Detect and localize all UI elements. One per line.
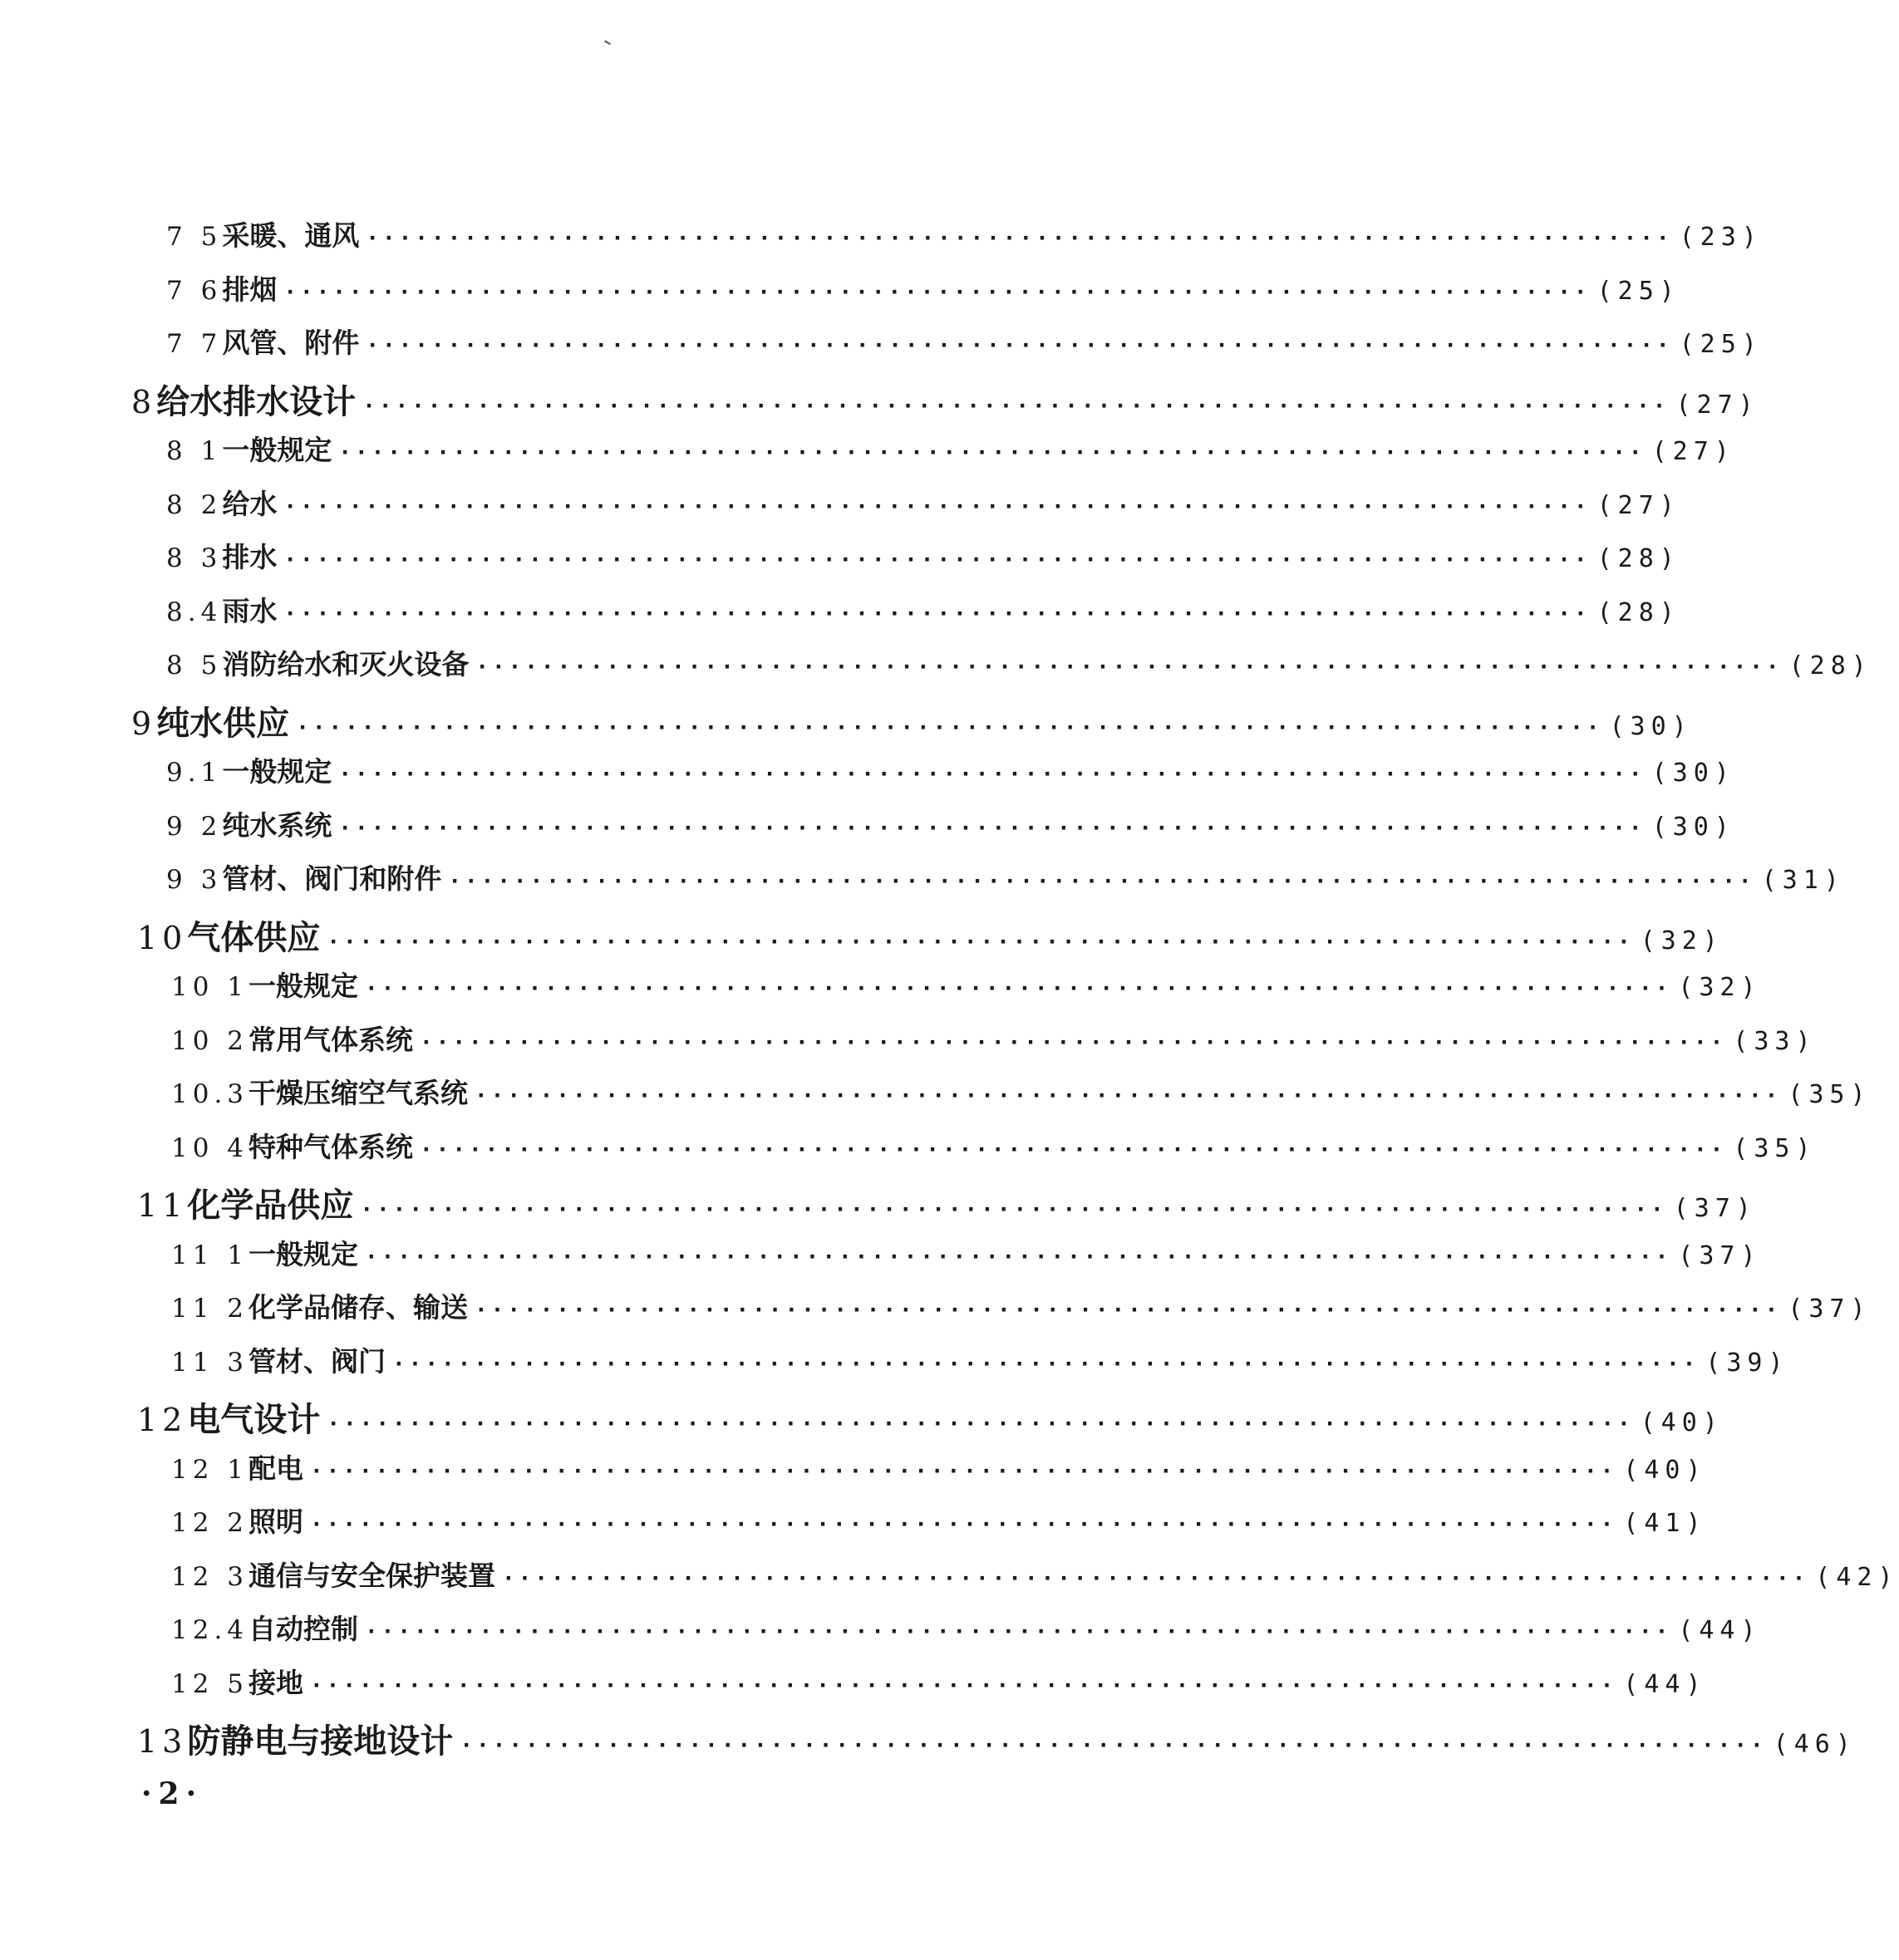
toc-dot-leader: ················································································ — [338, 762, 1646, 787]
toc-section-entry[interactable] — [166, 643, 1872, 691]
toc-dot-leader: ················································································ — [460, 1733, 1767, 1758]
toc-entry-number: 9.1 — [166, 758, 223, 788]
toc-entry-number: 7 7 — [166, 329, 223, 359]
toc-entry-number: 8 5 — [166, 651, 223, 680]
toc-dot-leader: ················································································ — [475, 1083, 1782, 1108]
toc-entry-title: 特种气体系统 — [248, 1130, 414, 1163]
toc-entry-page-number: (46) — [1773, 1730, 1857, 1759]
toc-dot-leader: ················································································ — [365, 1244, 1672, 1270]
toc-entry-title: 气体供应 — [187, 917, 321, 957]
toc-entry-page-number: (27) — [1675, 390, 1759, 420]
toc-entry-page-number: (31) — [1761, 866, 1845, 895]
toc-entry-title: 排烟 — [222, 273, 278, 306]
toc-section-entry[interactable] — [166, 268, 1680, 317]
toc-entry-number: 9 3 — [166, 865, 223, 895]
toc-section-entry[interactable] — [171, 1608, 1762, 1656]
toc-section-entry[interactable] — [171, 1501, 1707, 1549]
toc-section-entry[interactable] — [171, 1447, 1707, 1496]
toc-entry-number: 9 — [131, 705, 157, 742]
toc-entry-page-number: (25) — [1679, 330, 1763, 359]
toc-entry-page-number: (32) — [1640, 926, 1724, 955]
toc-entry-page-number: (30) — [1651, 759, 1735, 788]
toc-chapter-entry[interactable] — [131, 697, 1693, 745]
toc-section-entry[interactable] — [166, 429, 1735, 477]
toc-entry-page-number: (37) — [1788, 1294, 1872, 1324]
toc-entry-title: 一般规定 — [248, 970, 359, 1002]
toc-entry-title: 纯水系统 — [222, 808, 332, 842]
toc-dot-leader: ················································································ — [283, 548, 1591, 572]
toc-section-entry[interactable] — [166, 857, 1845, 906]
toc-section-entry[interactable] — [171, 1233, 1762, 1281]
toc-chapter-entry[interactable] — [131, 376, 1759, 424]
toc-entry-page-number: (27) — [1651, 437, 1735, 466]
toc-entry-title: 风管、附件 — [222, 327, 360, 359]
toc-dot-leader: ················································································ — [327, 1412, 1634, 1437]
toc-entry-number: 10 2 — [171, 1025, 249, 1056]
toc-entry-title: 一般规定 — [222, 434, 332, 466]
toc-section-entry[interactable] — [166, 750, 1735, 798]
toc-entry-page-number: (28) — [1788, 651, 1872, 680]
toc-entry-page-number: (35) — [1788, 1080, 1872, 1109]
toc-entry-number: 9 2 — [166, 811, 223, 842]
toc-entry-title: 通信与安全保护装置 — [248, 1559, 496, 1592]
scan-speck — [603, 40, 611, 47]
toc-dot-leader: ················································································ — [366, 333, 1673, 358]
toc-dot-leader: ················································································ — [338, 815, 1646, 841]
toc-section-entry[interactable] — [166, 590, 1680, 638]
toc-dot-leader: ················································································ — [502, 1565, 1809, 1591]
page-number-footer: ·2· — [141, 1776, 204, 1811]
toc-dot-leader: ················································································ — [366, 226, 1673, 251]
toc-section-entry[interactable] — [171, 1662, 1707, 1710]
toc-dot-leader: ················································································ — [420, 1029, 1727, 1055]
toc-entry-title: 配电 — [248, 1452, 304, 1485]
toc-entry-number: 12 3 — [171, 1561, 249, 1592]
toc-entry-number: 10 4 — [171, 1132, 249, 1163]
toc-chapter-entry[interactable] — [137, 911, 1724, 960]
toc-entry-page-number: (40) — [1623, 1455, 1707, 1485]
toc-dot-leader: ················································································ — [448, 869, 1755, 894]
toc-entry-page-number: (37) — [1678, 1240, 1762, 1270]
toc-entry-page-number: (30) — [1609, 711, 1693, 741]
toc-entry-number: 8 2 — [166, 489, 223, 520]
toc-dot-leader: ················································································ — [365, 976, 1672, 1001]
toc-section-entry[interactable] — [171, 1126, 1817, 1174]
toc-entry-number: 10 1 — [171, 972, 249, 1002]
toc-entry-number: 11 — [137, 1187, 188, 1224]
toc-section-entry[interactable] — [171, 1286, 1872, 1334]
toc-entry-title: 化学品储存、输送 — [248, 1291, 469, 1324]
toc-dot-leader: ················································································ — [296, 715, 1603, 740]
toc-section-entry[interactable] — [171, 965, 1762, 1013]
toc-dot-leader: ················································································ — [283, 601, 1591, 626]
toc-dot-leader: ················································································ — [310, 1458, 1617, 1484]
toc-entry-title: 接地 — [248, 1666, 304, 1699]
toc-section-entry[interactable] — [166, 214, 1763, 263]
toc-entry-title: 采暖、通风 — [222, 219, 360, 252]
toc-dot-leader: ················································································ — [283, 279, 1591, 305]
toc-section-entry[interactable] — [166, 536, 1680, 584]
toc-entry-page-number: (23) — [1679, 223, 1763, 252]
toc-entry-number: 11 3 — [171, 1347, 249, 1378]
toc-section-entry[interactable] — [166, 483, 1680, 531]
toc-entry-number: 10 — [137, 919, 188, 956]
toc-entry-page-number: (28) — [1596, 597, 1680, 627]
toc-entry-title: 化学品供应 — [187, 1186, 354, 1225]
toc-entry-page-number: (41) — [1623, 1509, 1707, 1538]
toc-entry-number: 11 2 — [171, 1294, 249, 1324]
toc-entry-title: 自动控制 — [248, 1613, 359, 1645]
toc-dot-leader: ················································································ — [310, 1512, 1617, 1537]
toc-entry-title: 照明 — [248, 1506, 304, 1538]
toc-entry-page-number: (37) — [1673, 1194, 1757, 1223]
toc-entry-page-number: (33) — [1733, 1026, 1817, 1056]
toc-dot-leader: ················································································ — [420, 1137, 1727, 1162]
toc-entry-number: 12.4 — [171, 1615, 249, 1645]
toc-section-entry[interactable] — [171, 1555, 1899, 1603]
toc-entry-title: 给水 — [222, 487, 278, 520]
toc-entry-number: 8 3 — [166, 543, 223, 573]
toc-entry-page-number: (28) — [1596, 544, 1680, 573]
toc-entry-page-number: (35) — [1733, 1133, 1817, 1163]
toc-entry-title: 电气设计 — [187, 1400, 321, 1439]
toc-entry-title: 雨水 — [222, 594, 278, 627]
toc-entry-page-number: (44) — [1623, 1669, 1707, 1699]
toc-dot-leader: ················································································ — [310, 1673, 1617, 1698]
toc-entry-page-number: (44) — [1678, 1616, 1762, 1645]
toc-entry-page-number: (39) — [1705, 1348, 1789, 1378]
toc-entry-page-number: (40) — [1640, 1408, 1724, 1437]
toc-entry-title: 管材、阀门和附件 — [222, 862, 442, 895]
toc-entry-title: 纯水供应 — [156, 703, 290, 743]
toc-entry-title: 一般规定 — [248, 1237, 359, 1270]
toc-section-entry[interactable] — [166, 804, 1735, 852]
toc-entry-title: 排水 — [222, 541, 278, 573]
toc-entry-page-number: (32) — [1678, 973, 1762, 1002]
toc-entry-number: 12 5 — [171, 1668, 249, 1699]
toc-entry-page-number: (42) — [1815, 1562, 1899, 1592]
toc-chapter-entry[interactable] — [137, 1179, 1757, 1227]
toc-entry-title: 管材、阀门 — [248, 1344, 386, 1378]
toc-entry-page-number: (27) — [1596, 490, 1680, 520]
toc-entry-number: 11 1 — [171, 1240, 249, 1270]
toc-section-entry[interactable] — [171, 1340, 1789, 1388]
toc-dot-leader: ················································································ — [392, 1351, 1700, 1377]
toc-entry-title: 常用气体系统 — [248, 1023, 414, 1056]
toc-entry-title: 干燥压缩空气系统 — [248, 1077, 469, 1109]
toc-entry-number: 8 — [131, 383, 157, 420]
toc-chapter-entry[interactable] — [137, 1715, 1857, 1763]
toc-entry-number: 7 5 — [166, 222, 223, 252]
toc-dot-leader: ················································································ — [365, 1619, 1672, 1644]
toc-dot-leader: ················································································ — [338, 440, 1646, 465]
toc-entry-number: 7 6 — [166, 275, 223, 306]
toc-entry-number: 12 1 — [171, 1454, 249, 1485]
toc-entry-title: 一般规定 — [222, 755, 332, 788]
toc-dot-leader: ················································································ — [475, 1298, 1782, 1323]
toc-entry-page-number: (30) — [1651, 812, 1735, 842]
toc-dot-leader: ················································································ — [360, 1197, 1667, 1222]
toc-entry-number: 8 1 — [166, 436, 223, 466]
toc-entry-number: 8.4 — [166, 597, 223, 627]
toc-dot-leader: ················································································ — [362, 393, 1670, 419]
toc-entry-number: 12 — [137, 1402, 188, 1438]
toc-section-entry[interactable] — [171, 1019, 1817, 1067]
toc-entry-title: 消防给水和灭火设备 — [222, 648, 470, 680]
toc-entry-page-number: (25) — [1596, 276, 1680, 306]
toc-section-entry[interactable] — [171, 1072, 1872, 1120]
toc-entry-title: 给水排水设计 — [156, 381, 357, 421]
toc-entry-number: 13 — [137, 1723, 188, 1760]
toc-entry-title: 防静电与接地设计 — [187, 1722, 454, 1761]
toc-section-entry[interactable] — [166, 322, 1763, 370]
toc-entry-number: 12 2 — [171, 1508, 249, 1538]
toc-dot-leader: ················································································ — [283, 494, 1591, 519]
toc-chapter-entry[interactable] — [137, 1393, 1724, 1442]
toc-dot-leader: ················································································ — [475, 655, 1783, 680]
toc-dot-leader: ················································································ — [327, 929, 1634, 955]
toc-entry-number: 10.3 — [171, 1079, 249, 1109]
